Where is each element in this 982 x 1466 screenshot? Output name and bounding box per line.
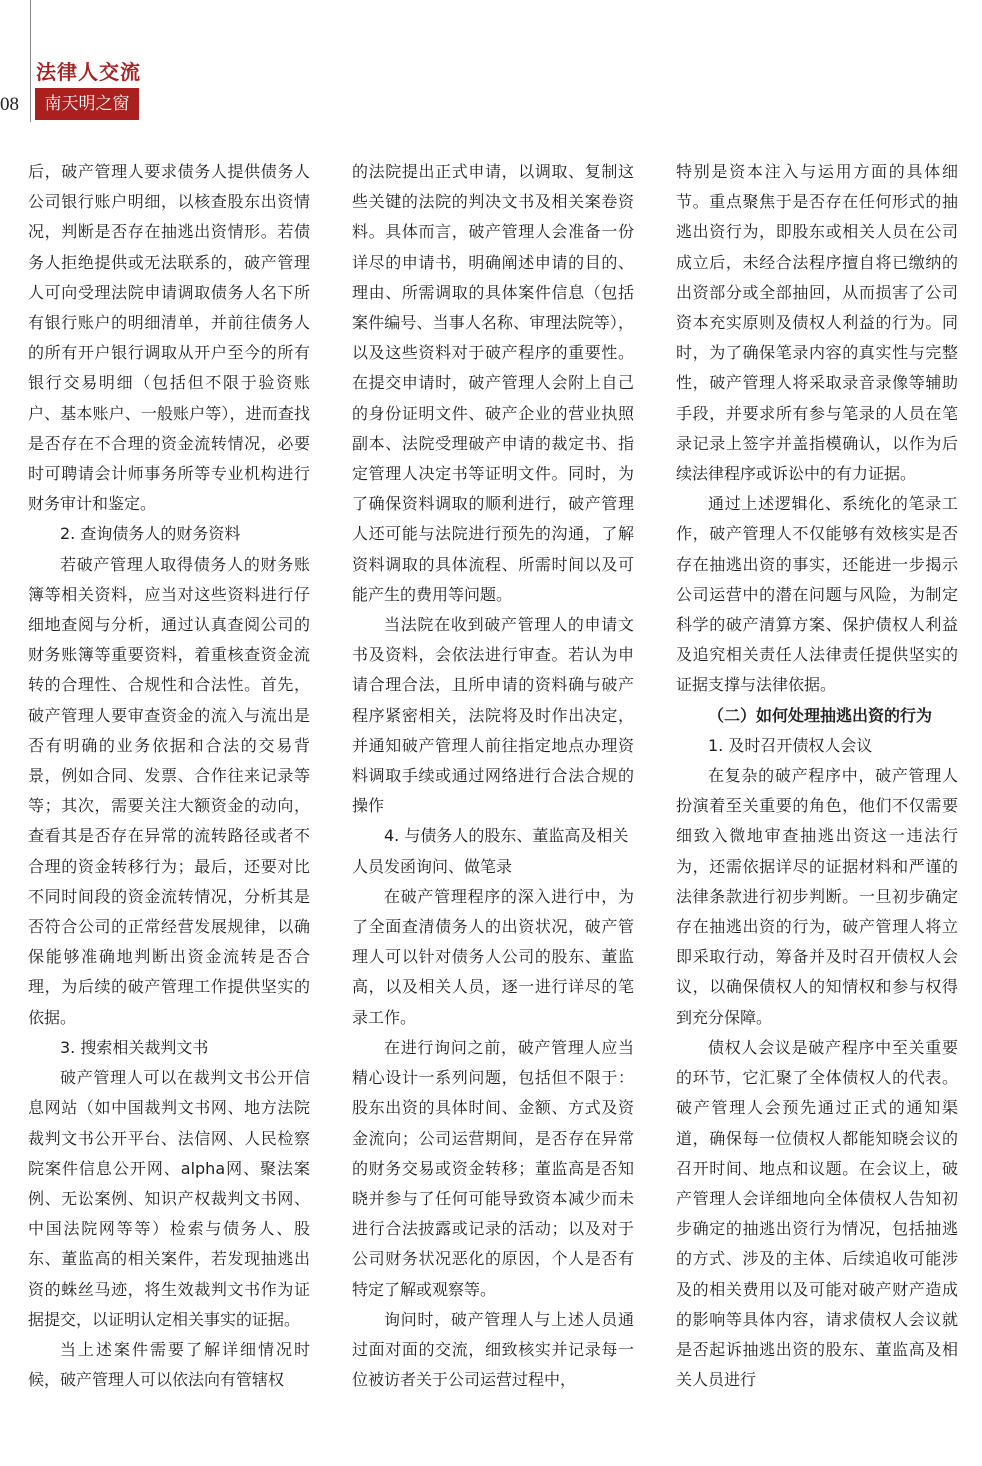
paragraph: 在复杂的破产程序中，破产管理人扮演着至关重要的角色，他们不仅需要细致入微地审查抽逃出资这一违法行为，还需依据详尽的证据材料和严谨的法律条款进行初步判断。一旦初步确定存在抽逃出资的行为，破产管理人将立即采取行动，筹备并及时召开债权人会议，以确保债权人的知情权和参与权得到充分保障。 [676, 766, 958, 1027]
text-column-2 [352, 157, 634, 1395]
paragraph: 通过上述逻辑化、系统化的笔录工作，破产管理人不仅能够有效核实是否存在抽逃出资的事实，还能进一步揭示公司运营中的潜在问题与风险，为制定科学的破产清算方案、保护债权人利益及追究相关责任人法律责任提供坚实的证据支撑与法律依据。 [676, 494, 958, 695]
subheading: 3. 搜索相关裁判文书 [60, 1037, 209, 1057]
paragraph: 特别是资本注入与运用方面的具体细节。重点聚焦于是否存在任何形式的抽逃出资行为，即股东或相关人员在公司成立后，未经合法程序擅自将已缴纳的出资部分或全部抽回，从而损害了公司资本充实原则及债权人利益的行为。同时，为了确保笔录内容的真实性与完整性，破产管理人将采取录音录像等辅助手段，并要求所有参与笔录的人员在笔录记录上签字并盖指模确认，以作为后续法律程序或诉讼中的有力证据。 [676, 162, 958, 484]
paragraph: 询问时，破产管理人与上述人员通过面对面的交流，细致核实并记录每一位被访者关于公司运营过程中， [352, 1309, 634, 1390]
subheading: 1. 及时召开债权人会议 [708, 735, 873, 755]
paragraph: 当法院在收到破产管理人的申请文书及资料，会依法进行审查。若认为申请合理合法，且所申请的资料确与破产程序紧密相关，法院将及时作出决定，并通知破产管理人前往指定地点办理资料调取手续或通过网络进行合法合规的操作 [352, 615, 634, 816]
column-badge: 南天明之窗 [35, 88, 139, 120]
page-number: 08 [0, 94, 19, 115]
paragraph: 的法院提出正式申请，以调取、复制这些关键的法院的判决文书及相关案卷资料。具体而言，破产管理人会准备一份详尽的申请书，明确阐述申请的目的、理由、所需调取的具体案件信息（包括案件编号、当事人名称、审理法院等），以及这些资料对于破产程序的重要性。在提交申请时，破产管理人会附上自己的身份证明文件、破产企业的营业执照副本、法院受理破产申请的裁定书、指定管理人决定书等证明文件。同时，为了确保资料调取的顺利进行，破产管理人还可能与法院进行预先的沟通，了解资料调取的具体流程、所需时间以及可能产生的费用等问题。 [352, 162, 634, 604]
paragraph: 在破产管理程序的深入进行中，为了全面查清债务人的出资状况，破产管理人可以针对债务人公司的股东、董监高，以及相关人员，逐一进行详尽的笔录工作。 [352, 886, 634, 1027]
header-rule [30, 0, 31, 122]
paragraph: 在进行询问之前，破产管理人应当精心设计一系列问题，包括但不限于：股东出资的具体时间、金额、方式及资金流向；公司运营期间，是否存在异常的财务交易或资金转移；董监高是否知晓并参与了任何可能导致资本减少而未进行合法披露或记录的活动；以及对于公司财务状况恶化的原因，个人是否有特定了解或观察等。 [352, 1037, 634, 1299]
paragraph: 若破产管理人取得债务人的财务账簿等相关资料，应当对这些资料进行仔细地查阅与分析，通过认真查阅公司的财务账簿等重要资料，着重核查资金流转的合理性、合规性和合法性。首先，破产管理人要审查资金的流入与流出是否有明确的业务依据和合法的交易背景，例如合同、发票、合作往来记录等等；其次，需要关注大额资金的动向，查看其是否存在异常的流转路径或者不合理的资金转移行为；最后，还要对比不同时间段的资金流转情况，分析其是否符合公司的正常经营发展规律，以确保能够准确地判断出资金流转是否合理，为后续的破产管理工作提供坚实的依据。 [28, 554, 310, 1027]
subheading: （二）如何处理抽逃出资的行为 [708, 705, 933, 725]
section-title: 法律人交流 [36, 60, 141, 84]
paragraph: 后，破产管理人要求债务人提供债务人公司银行账户明细，以核查股东出资情况，判断是否存在抽逃出资情形。若债务人拒绝提供或无法联系的，破产管理人可向受理法院申请调取债务人名下所有银行账户的明细清单，并前往债务人的所有开户银行调取从开户至今的所有银行交易明细（包括但不限于验资账户、基本账户、一般账户等），进而查找是否存在不合理的资金流转情况，必要时可聘请会计师事务所等专业机构进行财务审计和鉴定。 [28, 162, 310, 514]
paragraph: 破产管理人可以在裁判文书公开信息网站（如中国裁判文书网、地方法院裁判文书公开平台、法信网、人民检察院案件信息公开网、alpha网、聚法案例、无讼案例、知识产权裁判文书网、中国法院网等等）检索与债务人、股东、董监高的相关案件，若发现抽逃出资的蛛丝马迹，将生效裁判文书作为证据提交，以证明认定相关事实的证据。 [28, 1068, 310, 1329]
text-column-3 [676, 157, 958, 1395]
subheading: 4. 与债务人的股东、董监高及相关人员发函询问、做笔录 [352, 826, 629, 876]
paragraph: 当上述案件需要了解详细情况时候，破产管理人可以依法向有管辖权 [28, 1339, 310, 1390]
subheading: 2. 查询债务人的财务资料 [60, 524, 241, 544]
paragraph: 债权人会议是破产程序中至关重要的环节，它汇聚了全体债权人的代表。破产管理人会预先通过正式的通知渠道，确保每一位债权人都能知晓会议的召开时间、地点和议题。在会议上，破产管理人会详细地向全体债权人告知初步确定的抽逃出资行为情况，包括抽逃的方式、涉及的主体、后续追收可能涉及的相关费用以及可能对破产财产造成的影响等具体内容，请求债权人会议就是否起诉抽逃出资的股东、董监高及相关人员进行 [676, 1037, 958, 1390]
text-column-1 [28, 157, 310, 1395]
